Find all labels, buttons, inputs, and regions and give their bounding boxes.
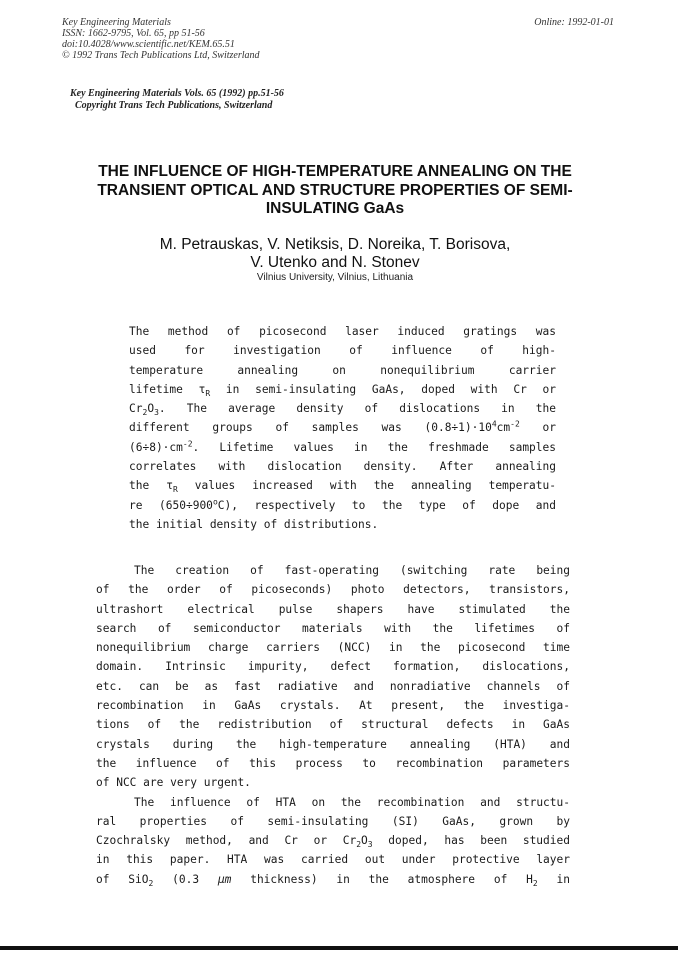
journal-citation: Key Engineering Materials Vols. 65 (1992) pp.51-56 bbox=[70, 88, 284, 99]
footer-rule bbox=[0, 946, 678, 950]
text-run: re (650÷900 bbox=[129, 498, 213, 512]
text-run: lifetime τ bbox=[129, 382, 206, 396]
body-line: of NCC are very urgent. bbox=[96, 776, 251, 790]
body-line: of the order of picoseconds) photo detectors, transistors, bbox=[96, 583, 570, 597]
text-run: or bbox=[519, 421, 556, 435]
superscript: 4 bbox=[491, 419, 497, 429]
body-line bbox=[96, 870, 570, 889]
superscript: -2 bbox=[510, 419, 520, 429]
copyright-line: © 1992 Trans Tech Publications Ltd, Switzerland bbox=[62, 50, 260, 61]
title-line: THE INFLUENCE OF HIGH-TEMPERATURE ANNEALING ON THE bbox=[98, 163, 572, 180]
text-run: O bbox=[147, 402, 155, 416]
subscript: 2 bbox=[532, 878, 538, 888]
text-run: (0.3 bbox=[153, 872, 218, 886]
paragraph bbox=[96, 793, 570, 889]
text-run: . Lifetime values in the freshmade samples bbox=[192, 440, 556, 454]
body-line: ral properties of semi-insulating (SI) GaAs, grown by bbox=[96, 814, 570, 828]
body-line: in this paper. HTA was carried out under protective layer bbox=[96, 853, 570, 867]
abstract bbox=[129, 322, 556, 534]
paper-title bbox=[80, 163, 590, 219]
superscript: o bbox=[212, 496, 218, 506]
body-line: recombination in GaAs crystals. At present, the investiga- bbox=[96, 699, 570, 713]
abstract-line bbox=[129, 438, 556, 457]
abstract-line: correlates with dislocation density. After annealing bbox=[129, 460, 556, 474]
text-run: C), respectively to the type of dope and bbox=[217, 498, 557, 512]
abstract-line: temperature annealing on nonequilibrium carrier bbox=[129, 363, 556, 377]
text-run: (6÷8)·cm bbox=[129, 440, 183, 454]
subscript: 2 bbox=[142, 408, 148, 418]
subscript: R bbox=[205, 389, 211, 399]
abstract-line bbox=[129, 496, 556, 515]
body-line: The influence of HTA on the recombination and structu- bbox=[134, 795, 570, 809]
subscript: 2 bbox=[148, 878, 154, 888]
journal-copyright: Copyright Trans Tech Publications, Switzerland bbox=[75, 100, 273, 111]
body-line: domain. Intrinsic impurity, defect formation, dislocations, bbox=[96, 660, 570, 674]
title-line: INSULATING GaAs bbox=[265, 200, 405, 217]
body-line: the influence of this process to recombination parameters bbox=[96, 756, 570, 770]
text-run: Cr bbox=[129, 402, 143, 416]
body-line: ultrashort electrical pulse shapers have stimulated the bbox=[96, 602, 570, 616]
title-line: TRANSIENT OPTICAL AND STRUCTURE PROPERTIES OF SEMI- bbox=[97, 181, 573, 199]
paragraph bbox=[96, 561, 570, 793]
text-run: the τ bbox=[129, 479, 173, 493]
doi-link[interactable]: doi:10.4028/www.scientific.net/KEM.65.51 bbox=[62, 39, 235, 50]
text-run: thickness) in the atmosphere of H bbox=[231, 872, 533, 886]
body-line bbox=[96, 831, 570, 850]
online-date: Online: 1992-01-01 bbox=[534, 17, 614, 28]
author-list bbox=[80, 236, 590, 272]
issn-line: ISSN: 1662-9795, Vol. 65, pp 51-56 bbox=[62, 28, 205, 39]
abstract-line: used for investigation of influence of high- bbox=[129, 344, 556, 358]
affiliation: Vilnius University, Vilnius, Lithuania bbox=[256, 272, 414, 283]
abstract-line bbox=[129, 399, 556, 418]
abstract-line: the initial density of distributions. bbox=[129, 517, 379, 531]
body-line: etc. can be as fast radiative and nonradiative channels of bbox=[96, 679, 570, 693]
subscript: 3 bbox=[367, 840, 373, 850]
authors-line: M. Petrauskas, V. Netiksis, D. Noreika, T. Borisova, bbox=[159, 236, 511, 253]
body-line: nonequilibrium charge carriers (NCC) in the picosecond time bbox=[96, 641, 570, 655]
subscript: R bbox=[172, 485, 178, 495]
abstract-line bbox=[129, 418, 556, 437]
body-line: tions of the redistribution of structural defects in GaAs bbox=[96, 718, 570, 732]
text-run: Czochralsky method, and Cr or Cr bbox=[96, 834, 357, 848]
abstract-line bbox=[129, 380, 556, 399]
abstract-line bbox=[129, 476, 556, 495]
text-run: cm bbox=[496, 421, 511, 435]
unit-micrometer: μm bbox=[217, 872, 232, 886]
publication-metadata bbox=[62, 17, 260, 61]
journal-name: Key Engineering Materials bbox=[62, 17, 171, 28]
journal-citation-block bbox=[70, 88, 284, 112]
subscript: 3 bbox=[154, 408, 159, 418]
superscript: -2 bbox=[182, 439, 193, 449]
abstract-line: The method of picosecond laser induced gratings was bbox=[129, 325, 556, 338]
authors-line: V. Utenko and N. Stonev bbox=[250, 254, 420, 271]
text-run: different groups of samples was (0.8÷1)·10 bbox=[129, 421, 492, 435]
body-line: search of semiconductor materials with the lifetimes of bbox=[96, 621, 570, 635]
text-run: of SiO bbox=[96, 872, 149, 886]
text-run: doped, has been studied bbox=[372, 834, 570, 848]
text-run: values increased with the annealing temperatu- bbox=[177, 479, 556, 493]
subscript: 2 bbox=[356, 840, 362, 850]
text-run: O bbox=[361, 834, 368, 848]
text-run: . The average density of dislocations in the bbox=[158, 402, 556, 416]
text-run: in semi-insulating GaAs, doped with Cr or bbox=[210, 382, 557, 396]
text-run: in bbox=[537, 872, 570, 886]
body-text bbox=[96, 561, 570, 889]
body-line: The creation of fast-operating (switching rate being bbox=[134, 564, 570, 577]
body-line: crystals during the high-temperature annealing (HTA) and bbox=[96, 737, 570, 751]
